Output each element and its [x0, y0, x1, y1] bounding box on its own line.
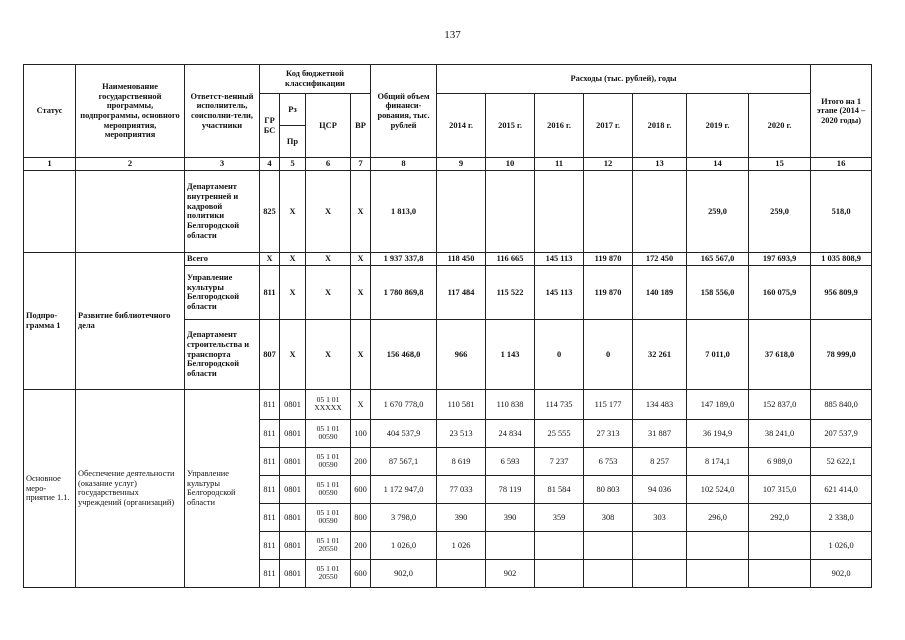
year-value-cell — [633, 559, 687, 587]
total-cell: 1 670 778,0 — [371, 389, 437, 419]
grbs-cell: 811 — [260, 475, 280, 503]
year-value-cell: 37 618,0 — [749, 319, 811, 389]
column-number: 9 — [437, 158, 486, 171]
year-value-cell — [535, 531, 584, 559]
vr-cell: Х — [351, 319, 371, 389]
header-year: 2017 г. — [584, 94, 633, 158]
header-pr: Пр — [280, 126, 306, 158]
header-year: 2016 г. — [535, 94, 584, 158]
csr-cell: 05 1 01 20550 — [306, 559, 351, 587]
column-number: 14 — [687, 158, 749, 171]
year-value-cell: 114 735 — [535, 389, 584, 419]
year-value-cell: 7 237 — [535, 447, 584, 475]
column-number: 2 — [76, 158, 185, 171]
year-value-cell: 81 584 — [535, 475, 584, 503]
year-value-cell: 152 837,0 — [749, 389, 811, 419]
header-name: Наименование государственной программы, подпрограммы, основного мероприятия, мероприятия — [76, 65, 185, 158]
year-value-cell — [687, 559, 749, 587]
vr-cell: 100 — [351, 419, 371, 447]
vr-cell: Х — [351, 389, 371, 419]
table-row — [24, 389, 872, 419]
total-cell: 1 780 869,8 — [371, 265, 437, 319]
grbs-cell: 825 — [260, 170, 280, 252]
year-value-cell — [633, 170, 687, 252]
header-executor: Ответст-венный исполнитель, соисполни-тели, участники — [185, 65, 260, 158]
measure-name: Обеспечение деятельности (оказание услуг) государственных учреждений (организаций) — [76, 389, 185, 587]
grbs-cell: 811 — [260, 447, 280, 475]
csr-cell: 05 1 01 00590 — [306, 475, 351, 503]
rz-cell: Х — [280, 170, 306, 252]
vr-cell: Х — [351, 252, 371, 265]
year-value-cell — [633, 531, 687, 559]
year-value-cell: 296,0 — [687, 503, 749, 531]
grbs-cell: 811 — [260, 389, 280, 419]
page-number: 137 — [444, 29, 461, 41]
header-status: Статус — [24, 65, 76, 158]
header-budget-code: Код бюджетной классификации — [260, 65, 371, 94]
year-value-cell: 27 313 — [584, 419, 633, 447]
rz-cell: 0801 — [280, 559, 306, 587]
year-value-cell — [486, 170, 535, 252]
column-number: 10 — [486, 158, 535, 171]
stage-total-cell: 1 026,0 — [811, 531, 872, 559]
year-value-cell: 102 524,0 — [687, 475, 749, 503]
vr-cell: 200 — [351, 447, 371, 475]
column-number: 1 — [24, 158, 76, 171]
year-value-cell: 0 — [584, 319, 633, 389]
year-value-cell: 165 567,0 — [687, 252, 749, 265]
csr-cell: Х — [306, 252, 351, 265]
executor-cell: Управление культуры Белгородской области — [185, 265, 260, 319]
header-expenses: Расходы (тыс. рублей), годы — [437, 65, 811, 94]
year-value-cell: 145 113 — [535, 252, 584, 265]
year-value-cell — [437, 170, 486, 252]
year-value-cell: 1 026 — [437, 531, 486, 559]
year-value-cell: 303 — [633, 503, 687, 531]
stage-total-cell: 1 035 808,9 — [811, 252, 872, 265]
year-value-cell: 38 241,0 — [749, 419, 811, 447]
rz-cell: Х — [280, 319, 306, 389]
stage-total-cell: 518,0 — [811, 170, 872, 252]
vr-cell: 600 — [351, 475, 371, 503]
year-value-cell: 197 693,9 — [749, 252, 811, 265]
csr-cell: Х — [306, 319, 351, 389]
header-grbs: ГР БС — [260, 94, 280, 158]
header-csr: ЦСР — [306, 94, 351, 158]
csr-cell: 05 1 01 ХХХХХ — [306, 389, 351, 419]
total-cell: 404 537,9 — [371, 419, 437, 447]
csr-cell: 05 1 01 00590 — [306, 447, 351, 475]
year-value-cell: 1 143 — [486, 319, 535, 389]
year-value-cell: 147 189,0 — [687, 389, 749, 419]
grbs-cell: 811 — [260, 531, 280, 559]
csr-cell: Х — [306, 265, 351, 319]
name-cell — [76, 170, 185, 252]
year-value-cell: 6 989,0 — [749, 447, 811, 475]
executor-cell: Департамент строительства и транспорта Белгородской области — [185, 319, 260, 389]
column-number: 13 — [633, 158, 687, 171]
header-stage-total: Итого на 1 этапе (2014 – 2020 годы) — [811, 65, 872, 158]
rz-cell: 0801 — [280, 503, 306, 531]
csr-cell: 05 1 01 00590 — [306, 503, 351, 531]
year-value-cell: 6 593 — [486, 447, 535, 475]
year-value-cell: 31 887 — [633, 419, 687, 447]
header-year: 2015 г. — [486, 94, 535, 158]
year-value-cell: 80 803 — [584, 475, 633, 503]
year-value-cell — [437, 559, 486, 587]
header-year: 2019 г. — [687, 94, 749, 158]
csr-cell: 05 1 01 00590 — [306, 419, 351, 447]
year-value-cell: 119 870 — [584, 252, 633, 265]
stage-total-cell: 885 840,0 — [811, 389, 872, 419]
year-value-cell — [687, 531, 749, 559]
year-value-cell — [584, 170, 633, 252]
subprogram-status: Подпро-грамма 1 — [24, 252, 76, 389]
total-cell: 902,0 — [371, 559, 437, 587]
column-number: 7 — [351, 158, 371, 171]
year-value-cell: 117 484 — [437, 265, 486, 319]
year-value-cell: 107 315,0 — [749, 475, 811, 503]
year-value-cell: 25 555 — [535, 419, 584, 447]
grbs-cell: 811 — [260, 265, 280, 319]
year-value-cell: 390 — [486, 503, 535, 531]
total-cell: 1 937 337,8 — [371, 252, 437, 265]
total-cell: 1 026,0 — [371, 531, 437, 559]
measure-status: Основное меро-приятие 1.1. — [24, 389, 76, 587]
year-value-cell — [486, 531, 535, 559]
year-value-cell: 140 189 — [633, 265, 687, 319]
year-value-cell: 119 870 — [584, 265, 633, 319]
year-value-cell: 160 075,9 — [749, 265, 811, 319]
budget-table — [23, 64, 872, 588]
rz-cell: 0801 — [280, 447, 306, 475]
stage-total-cell: 956 809,9 — [811, 265, 872, 319]
rz-cell: 0801 — [280, 389, 306, 419]
total-cell: 1 172 947,0 — [371, 475, 437, 503]
column-number: 6 — [306, 158, 351, 171]
year-value-cell: 32 261 — [633, 319, 687, 389]
total-cell: 156 468,0 — [371, 319, 437, 389]
year-value-cell: 23 513 — [437, 419, 486, 447]
year-value-cell: 77 033 — [437, 475, 486, 503]
year-value-cell: 158 556,0 — [687, 265, 749, 319]
column-number: 11 — [535, 158, 584, 171]
year-value-cell: 292,0 — [749, 503, 811, 531]
year-value-cell: 6 753 — [584, 447, 633, 475]
year-value-cell: 118 450 — [437, 252, 486, 265]
header-year: 2020 г. — [749, 94, 811, 158]
column-number: 4 — [260, 158, 280, 171]
year-value-cell: 902 — [486, 559, 535, 587]
year-value-cell: 0 — [535, 319, 584, 389]
year-value-cell — [749, 531, 811, 559]
year-value-cell: 172 450 — [633, 252, 687, 265]
column-number: 3 — [185, 158, 260, 171]
grbs-cell: 811 — [260, 503, 280, 531]
table-row — [24, 170, 872, 252]
stage-total-cell: 52 622,1 — [811, 447, 872, 475]
year-value-cell: 390 — [437, 503, 486, 531]
header-year: 2014 г. — [437, 94, 486, 158]
executor-cell: Департамент внутренней и кадровой политики Белгородской области — [185, 170, 260, 252]
column-number: 12 — [584, 158, 633, 171]
grbs-cell: Х — [260, 252, 280, 265]
rz-cell: Х — [280, 265, 306, 319]
year-value-cell: 966 — [437, 319, 486, 389]
year-value-cell — [535, 559, 584, 587]
year-value-cell: 359 — [535, 503, 584, 531]
total-cell: 3 798,0 — [371, 503, 437, 531]
rz-cell: 0801 — [280, 475, 306, 503]
year-value-cell: 8 619 — [437, 447, 486, 475]
year-value-cell: 24 834 — [486, 419, 535, 447]
year-value-cell: 110 838 — [486, 389, 535, 419]
year-value-cell: 8 257 — [633, 447, 687, 475]
year-value-cell: 78 119 — [486, 475, 535, 503]
stage-total-cell: 207 537,9 — [811, 419, 872, 447]
year-value-cell: 115 522 — [486, 265, 535, 319]
year-value-cell: 94 036 — [633, 475, 687, 503]
year-value-cell — [584, 531, 633, 559]
stage-total-cell: 621 414,0 — [811, 475, 872, 503]
column-number: 15 — [749, 158, 811, 171]
column-number: 8 — [371, 158, 437, 171]
header-year: 2018 г. — [633, 94, 687, 158]
grbs-cell: 811 — [260, 559, 280, 587]
vr-cell: Х — [351, 170, 371, 252]
year-value-cell: 259,0 — [749, 170, 811, 252]
rz-cell: 0801 — [280, 419, 306, 447]
stage-total-cell: 902,0 — [811, 559, 872, 587]
vr-cell: Х — [351, 265, 371, 319]
year-value-cell: 110 581 — [437, 389, 486, 419]
status-cell — [24, 170, 76, 252]
column-number: 16 — [811, 158, 872, 171]
table-row — [24, 252, 872, 265]
vr-cell: 800 — [351, 503, 371, 531]
year-value-cell: 8 174,1 — [687, 447, 749, 475]
year-value-cell: 7 011,0 — [687, 319, 749, 389]
year-value-cell — [749, 559, 811, 587]
year-value-cell: 259,0 — [687, 170, 749, 252]
stage-total-cell: 78 999,0 — [811, 319, 872, 389]
year-value-cell: 308 — [584, 503, 633, 531]
year-value-cell: 115 177 — [584, 389, 633, 419]
rz-cell: 0801 — [280, 531, 306, 559]
header-total-volume: Общий объем финанси-рования, тыс. рублей — [371, 65, 437, 158]
subprogram-name: Развитие библиотечного дела — [76, 252, 185, 389]
year-value-cell — [584, 559, 633, 587]
total-cell: 1 813,0 — [371, 170, 437, 252]
year-value-cell: 116 665 — [486, 252, 535, 265]
header-rz: Рз — [280, 94, 306, 126]
column-number: 5 — [280, 158, 306, 171]
stage-total-cell: 2 338,0 — [811, 503, 872, 531]
total-cell: 87 567,1 — [371, 447, 437, 475]
year-value-cell — [535, 170, 584, 252]
column-numbers-row — [24, 158, 872, 171]
grbs-cell: 807 — [260, 319, 280, 389]
year-value-cell: 145 113 — [535, 265, 584, 319]
csr-cell: 05 1 01 20550 — [306, 531, 351, 559]
executor-cell: Всего — [185, 252, 260, 265]
csr-cell: Х — [306, 170, 351, 252]
vr-cell: 600 — [351, 559, 371, 587]
year-value-cell: 134 483 — [633, 389, 687, 419]
header-vr: ВР — [351, 94, 371, 158]
vr-cell: 200 — [351, 531, 371, 559]
measure-executor: Управление культуры Белгородской области — [185, 389, 260, 587]
rz-cell: Х — [280, 252, 306, 265]
year-value-cell: 36 194,9 — [687, 419, 749, 447]
grbs-cell: 811 — [260, 419, 280, 447]
